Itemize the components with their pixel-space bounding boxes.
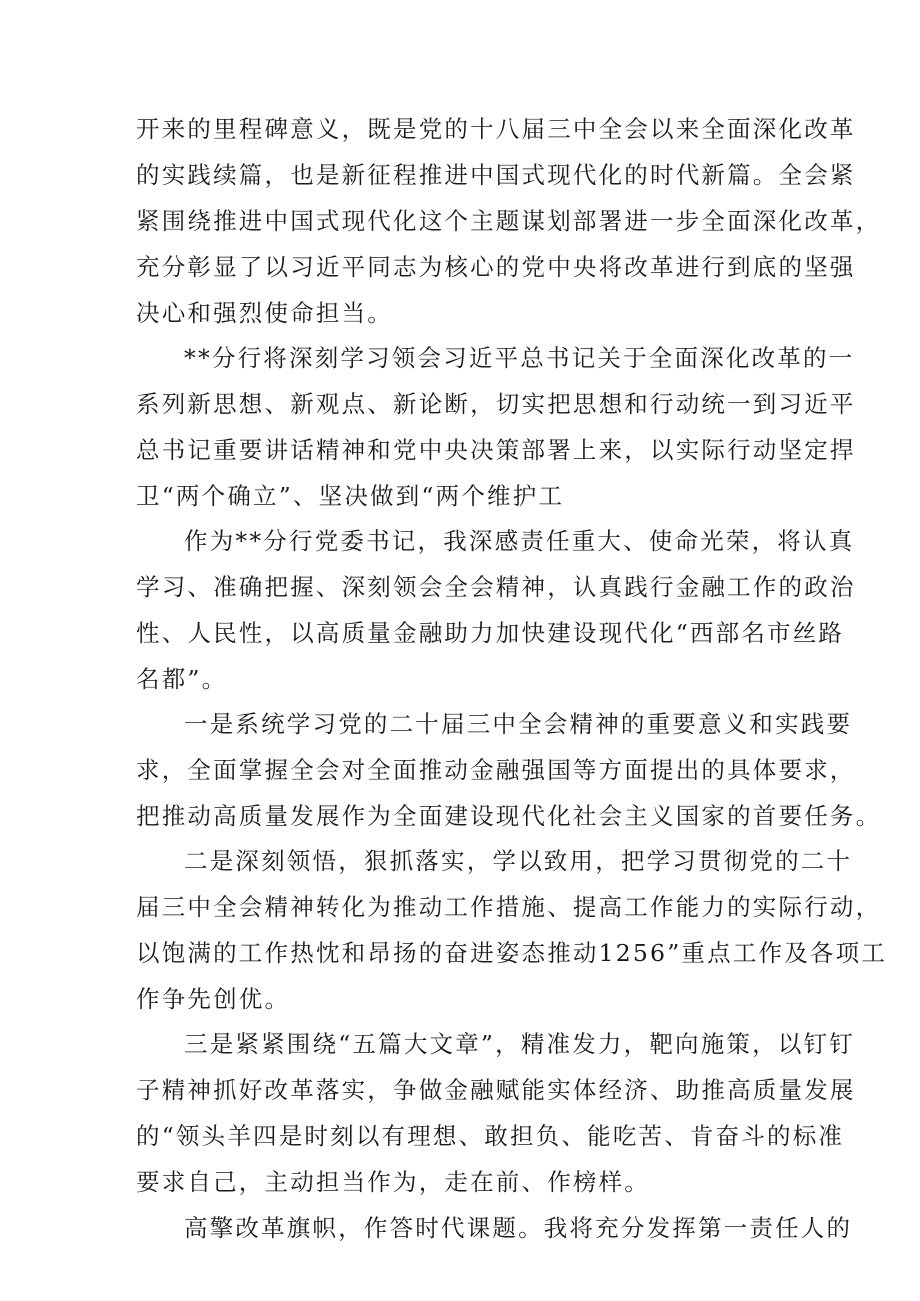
text-line: 决心和强烈使命担当。 (136, 299, 393, 327)
text-line: 以饱满的工作热忱和昂扬的奋进姿态推动1256”重点工作及各项工 (136, 939, 888, 967)
text-line: 要求自己，主动担当作为，走在前、作榜样。 (136, 1168, 650, 1196)
text-line: 卫“两个确立”、坚决做到“两个维护工 (136, 482, 565, 510)
text-line: 一是系统学习党的二十届三中全会精神的重要意义和实践要 (184, 710, 853, 738)
text-line: 作为**分行党委书记，我深感责任重大、使命光荣，将认真 (184, 527, 855, 555)
text-line: 的实践续篇，也是新征程推进中国式现代化的时代新篇。全会紧 (136, 161, 856, 189)
text-line: 三是紧紧围绕“五篇大文章”，精准发力，靶向施策，以钉钉 (184, 1030, 855, 1058)
text-line: 作争先创优。 (136, 985, 291, 1013)
text-line: 的“领头羊四是时刻以有理想、敢担负、能吃苦、肯奋斗的标准 (136, 1122, 845, 1150)
text-line: 二是深刻领悟，狠抓落实，学以致用，把学习贯彻党的二十 (184, 847, 853, 875)
text-line: 求，全面掌握全会对全面推动金融强国等方面提出的具体要求， (136, 756, 856, 784)
text-line: 届三中全会精神转化为推动工作措施、提高工作能力的实际行动， (136, 893, 882, 921)
text-line: 充分彰显了以习近平同志为核心的党中央将改革进行到底的坚强 (136, 253, 856, 281)
text-line: 子精神抓好改革落实，争做金融赋能实体经济、助推高质量发展 (136, 1076, 856, 1104)
text-line: 高擎改革旗帜，作答时代课题。我将充分发挥第一责任人的 (184, 1214, 853, 1242)
text-line: 学习、准确把握、深刻领会全会精神，认真践行金融工作的政治 (136, 573, 856, 601)
text-line: 把推动高质量发展作为全面建设现代化社会主义国家的首要任务。 (136, 802, 882, 830)
text-line: **分行将深刻学习领会习近平总书记关于全面深化改革的一 (184, 344, 855, 372)
text-line: 开来的里程碑意义，既是党的十八届三中全会以来全面深化改革 (136, 115, 856, 143)
text-line: 总书记重要讲话精神和党中央决策部署上来，以实际行动坚定捍 (136, 436, 856, 464)
text-line: 系列新思想、新观点、新论断，切实把思想和行动统一到习近平 (136, 390, 856, 418)
text-line: 紧围绕推进中国式现代化这个主题谋划部署进一步全面深化改革， (136, 207, 882, 235)
text-line: 名都”。 (136, 665, 228, 693)
text-line: 性、人民性，以高质量金融助力加快建设现代化“西部名市丝路 (136, 619, 845, 647)
